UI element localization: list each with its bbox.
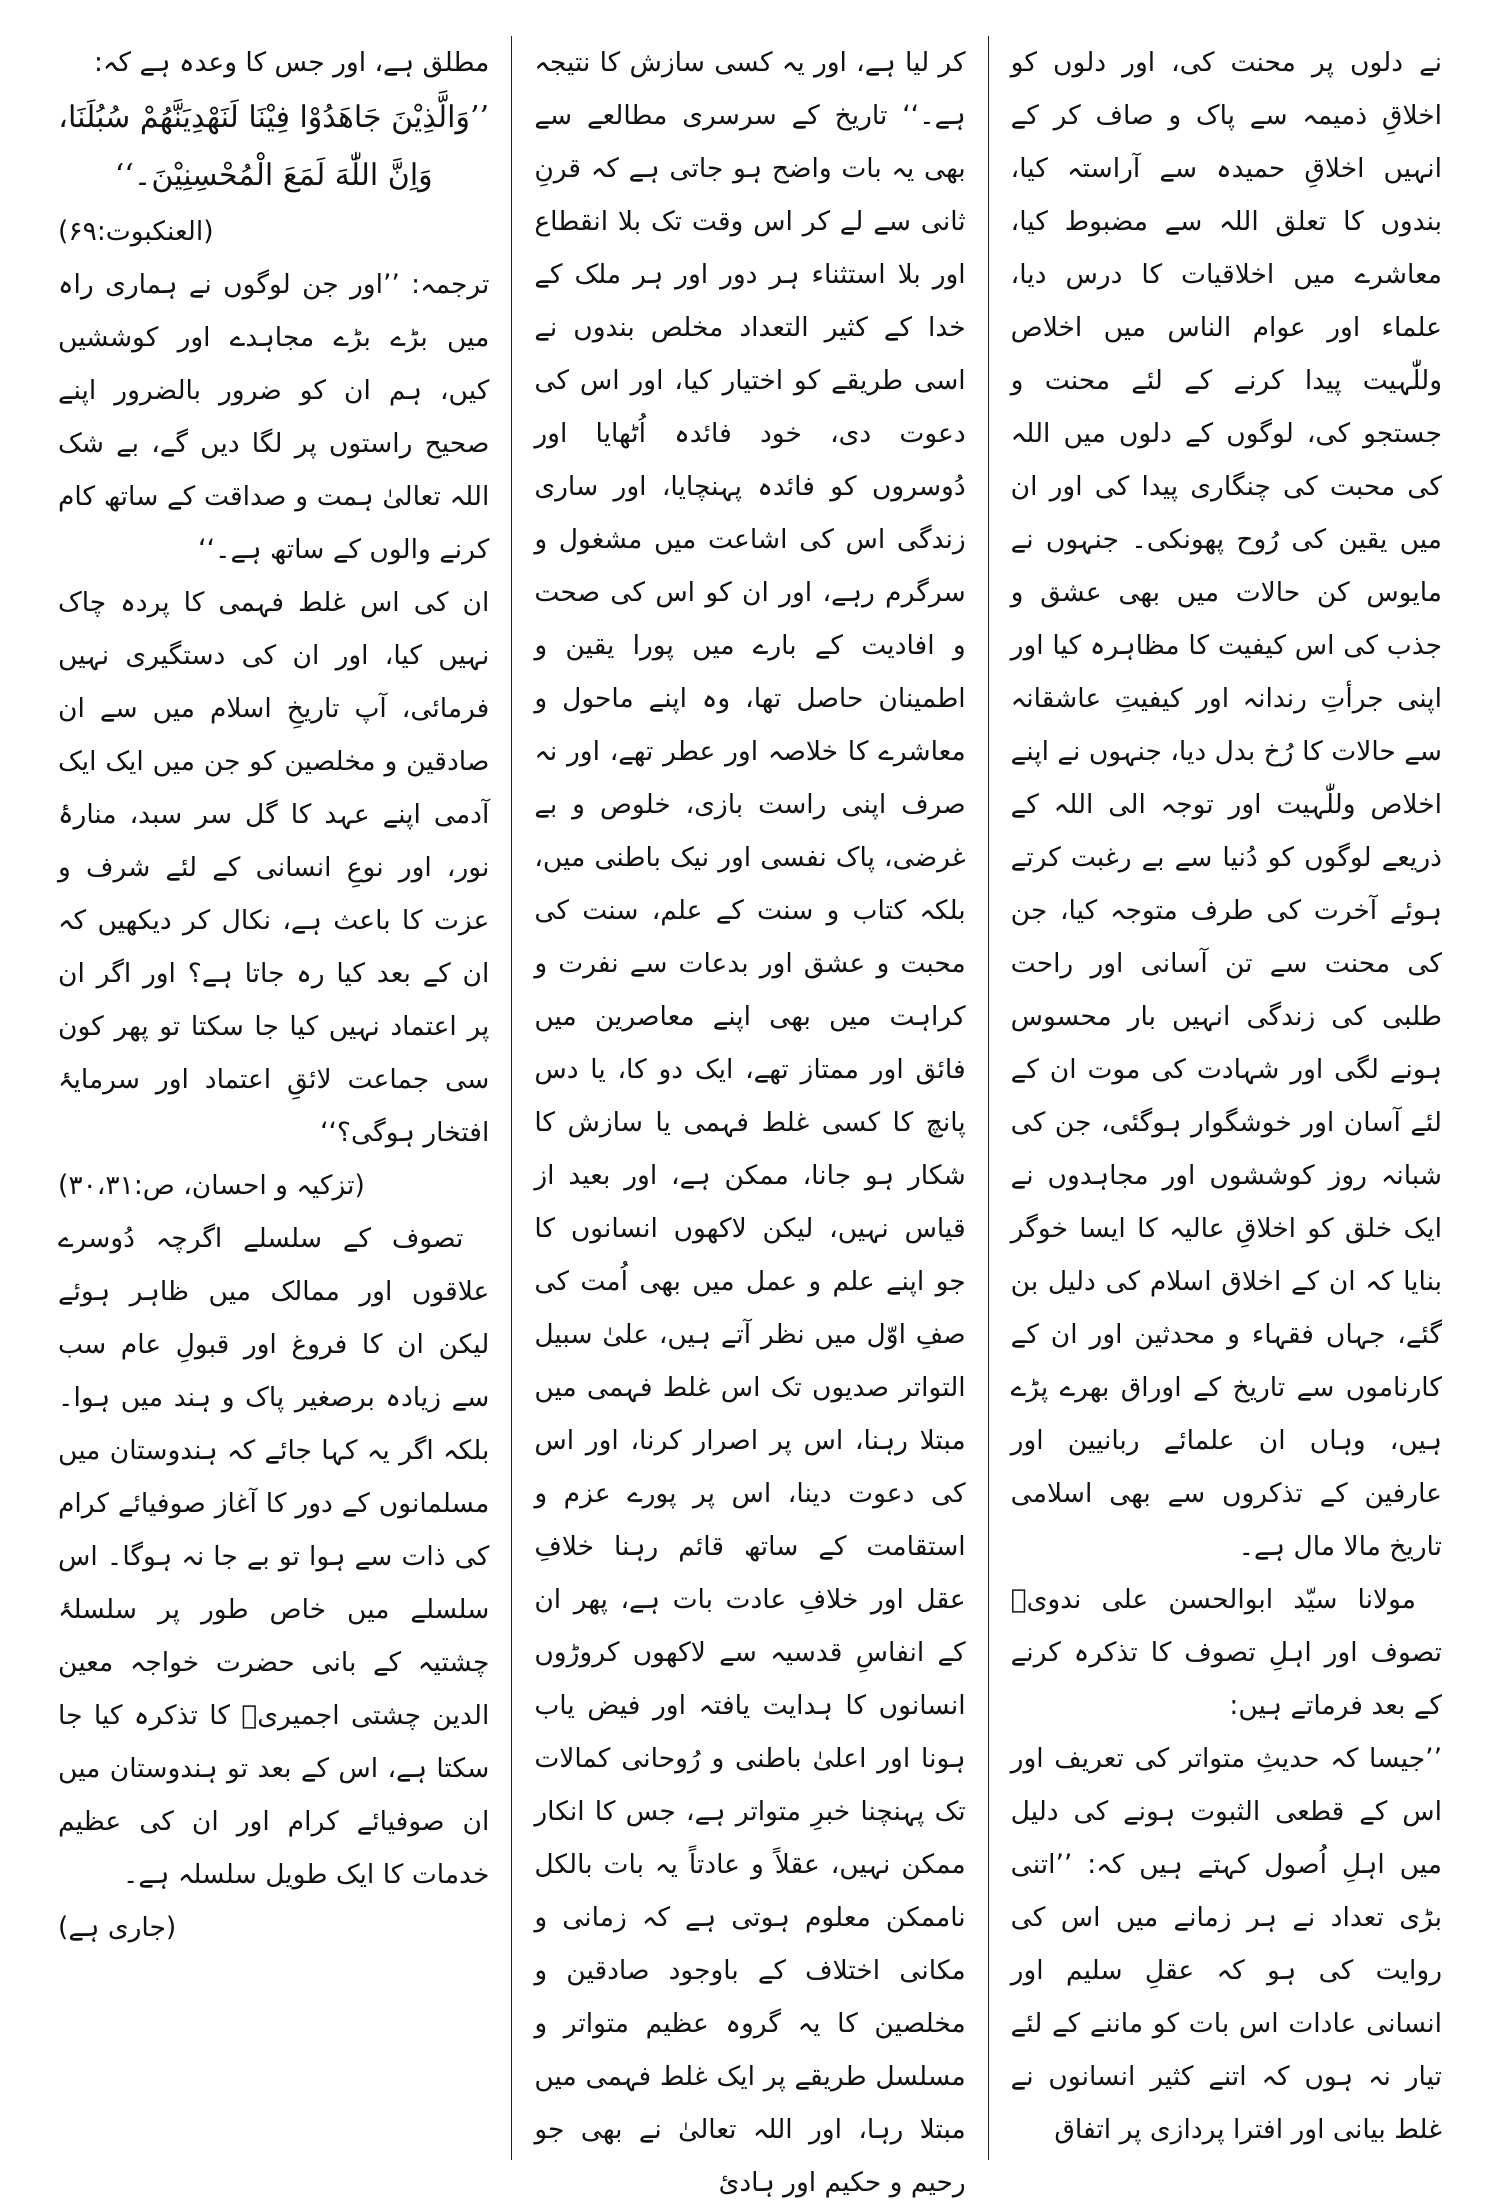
quran-verse: ’’وَالَّذِيْنَ جَاهَدُوْا فِيْنَا لَنَهْدِيَنَّهُمْ سُبُلَنَا، وَاِنَّ اللّٰهَ لَمَعَ الْمُحْسِنِيْنَ۔‘‘ [58, 100, 490, 193]
column3-paragraph-3: تصوف کے سلسلے اگرچہ دُوسرے علاقوں اور ممالک میں ظاہر ہوئے لیکن ان کا فروغ اور قبولِ عام سب سے زیادہ برصغیر پاک و ہند میں ہوا۔ بلکہ اگر یہ کہا جائے کہ ہندوستان میں مسلمانوں کے دور کا آغاز صوفیائے کرام کی ذات سے ہوا تو بے جا نہ ہوگا۔ اس سلسلے میں خاص طور پر سلسلۂ چشتیہ کے بانی حضرت خواجہ معین الدین چشتی اجمیریؒ کا تذکرہ کیا جا سکتا ہے، اس کے بعد تو ہندوستان میں ان صوفیائے کرام اور ان کی عظیم خدمات کا ایک طویل سلسلہ ہے۔ [58, 1223, 490, 1890]
column-right [989, 36, 1464, 2160]
column1-paragraph-2: مولانا سیّد ابوالحسن علی ندویؒ تصوف اور اہلِ تصوف کا تذکرہ کرنے کے بعد فرماتے ہیں: [1010, 1584, 1442, 1721]
column-left [36, 36, 512, 2160]
verse-translation: ترجمہ: ’’اور جن لوگوں نے ہماری راہ میں بڑے بڑے مجاہدے اور کوششیں کیں، ہم ان کو ضرور بالضرور اپنے صحیح راستوں پر لگا دیں گے، بے شک اللہ تعالیٰ ہمت و صداقت کے ساتھ کام کرنے والوں کے ساتھ ہے۔‘‘ [58, 269, 490, 565]
column1-quote: ’’جیسا کہ حدیثِ متواتر کی تعریف اور اس کے قطعی الثبوت ہونے کی دلیل میں اہلِ اُصول کہتے ہیں کہ: ’’اتنی بڑی تعداد نے ہر زمانے میں اس کی روایت کی ہو کہ عقلِ سلیم اور انسانی عادات اس بات کو ماننے کے لئے تیار نہ ہوں کہ اتنے کثیر انسانوں نے غلط بیانی اور افترا پردازی پر اتفاق [1010, 1743, 1442, 2145]
column1-paragraph-1: نے دلوں پر محنت کی، اور دلوں کو اخلاقِ ذمیمہ سے پاک و صاف کر کے انہیں اخلاقِ حمیدہ سے آراستہ کیا، بندوں کا تعلق اللہ سے مضبوط کیا، معاشرے میں اخلاقیات کا درس دیا، علماء اور عوام الناس میں اخلاص وللّٰہیت پیدا کرنے کے لئے محنت و جستجو کی، لوگوں کے دلوں میں اللہ کی محبت کی چنگاری پیدا کی اور ان میں یقین کی رُوح پھونکی۔ جنہوں نے مایوس کن حالات میں بھی عشق و جذب کی اس کیفیت کا مظاہرہ کیا اور اپنی جرأتِ رندانہ اور کیفیتِ عاشقانہ سے حالات کا رُخ بدل دیا، جنہوں نے اپنے اخلاص وللّٰہیت اور توجہ الی اللہ کے ذریعے لوگوں کو دُنیا سے بے رغبت کرتے ہوئے آخرت کی طرف متوجہ کیا، جن کی محنت سے تن آسانی اور راحت طلبی کی زندگی انہیں بار محسوس ہونے لگی اور شہادت کی موت ان کے لئے آسان اور خوشگوار ہوگئی، جن کی شبانہ روز کوششوں اور مجاہدوں نے ایک خلق کو اخلاقِ عالیہ کا ایسا خوگر بنایا کہ ان کے اخلاق اسلام کی دلیل بن گئے، جہاں فقہاء و محدثین اور ان کے کارناموں سے تاریخ کے اوراق بھرے پڑے ہیں، وہاں ان علمائے ربانیین اور عارفین کے تذکروں سے بھی اسلامی تاریخ مالا مال ہے۔ [1010, 47, 1442, 1562]
to-be-continued: (جاری ہے) [58, 1912, 177, 1943]
column3-intro: مطلق ہے، اور جس کا وعدہ ہے کہ: [93, 47, 490, 78]
column2-paragraph-1: کر لیا ہے، اور یہ کسی سازش کا نتیجہ ہے۔‘‘ تاریخ کے سرسری مطالعے سے بھی یہ بات واضح ہو جاتی ہے کہ قرنِ ثانی سے لے کر اس وقت تک بلا انقطاع اور بلا استثناء ہر دور اور ہر ملک کے خدا کے کثیر التعداد مخلص بندوں نے اسی طریقے کو اختیار کیا، اور اس کی دعوت دی، خود فائدہ اُٹھایا اور دُوسروں کو فائدہ پہنچایا، اور ساری زندگی اس کی اشاعت میں مشغول و سرگرم رہے، اور ان کو اس کی صحت و افادیت کے بارے میں پورا یقین و اطمینان حاصل تھا، وہ اپنے ماحول و معاشرے کا خلاصہ اور عطر تھے، اور نہ صرف اپنی راست بازی، خلوص و بے غرضی، پاک نفسی اور نیک باطنی میں، بلکہ کتاب و سنت کے علم، سنت کی محبت و عشق اور بدعات سے نفرت و کراہت میں بھی اپنے معاصرین میں فائق اور ممتاز تھے، ایک دو کا، یا دس پانچ کا کسی غلط فہمی یا سازش کا شکار ہو جانا، ممکن ہے، اور بعید از قیاس نہیں، لیکن لاکھوں انسانوں کا جو اپنے علم و عمل میں بھی اُمت کی صفِ اوّل میں نظر آتے ہیں، علیٰ سبیل التواتر صدیوں تک اس غلط فہمی میں مبتلا رہنا، اس پر اصرار کرنا، اور اس کی دعوت دینا، اس پر پورے عزم و استقامت کے ساتھ قائم رہنا خلافِ عقل اور خلافِ عادت بات ہے، پھر ان کے انفاسِ قدسیہ سے لاکھوں کروڑوں انسانوں کا ہدایت یافتہ اور فیض یاب ہونا اور اعلیٰ باطنی و رُوحانی کمالات تک پہنچنا خبرِ متواتر ہے، جس کا انکار ممکن نہیں، عقلاً و عادتاً یہ بات بالکل ناممکن معلوم ہوتی ہے کہ زمانی و مکانی اختلاف کے باوجود صادقین و مخلصین کا یہ گروہ عظیم متواتر و مسلسل طریقے پر ایک غلط فہمی میں مبتلا رہا، اور اللہ تعالیٰ نے بھی جو رحیم و حکیم اور ہادیٔ [534, 47, 966, 2198]
column-middle [512, 36, 988, 2198]
column3-paragraph-2: ان کی اس غلط فہمی کا پردہ چاک نہیں کیا، اور ان کی دستگیری نہیں فرمائی، آپ تاریخِ اسلام میں سے ان صادقین و مخلصین کو جن میں ایک ایک آدمی اپنے عہد کا گل سر سبد، منارۂ نور، اور نوعِ انسانی کے لئے شرف و عزت کا باعث ہے، نکال کر دیکھیں کہ ان کے بعد کیا رہ جاتا ہے؟ اور اگر ان پر اعتماد نہیں کیا جا سکتا تو پھر کون سی جماعت لائقِ اعتماد اور سرمایۂ افتخار ہوگی؟‘‘ [58, 587, 490, 1148]
book-reference: (تزکیہ و احسان، ص:۳۰،۳۱) [58, 1170, 365, 1201]
verse-reference: (العنکبوت:۶۹) [58, 216, 214, 247]
